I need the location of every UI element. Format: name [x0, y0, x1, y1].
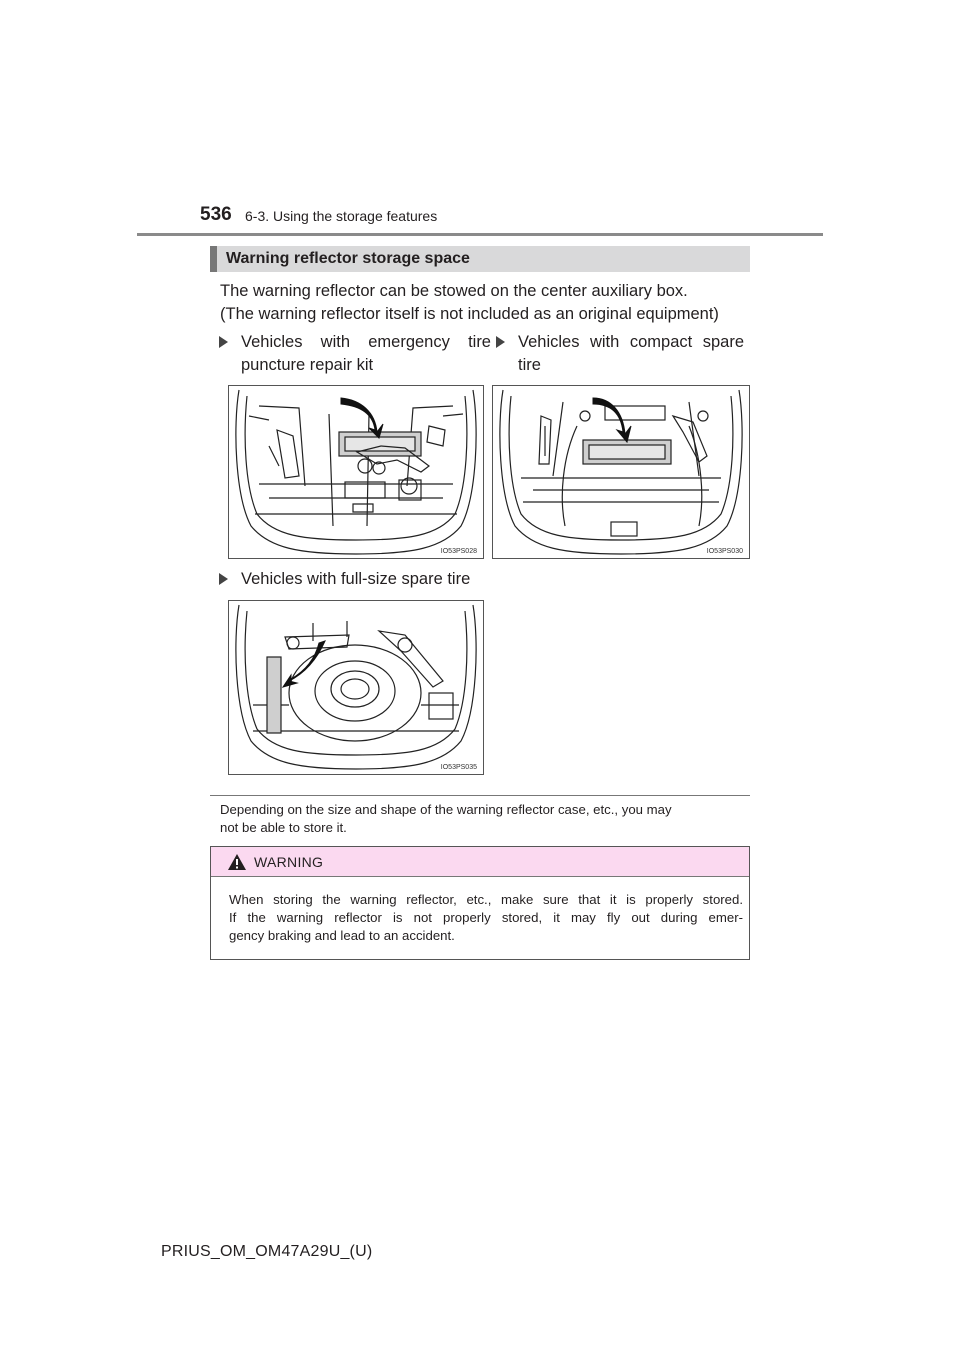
note-line-2: not be able to store it. [220, 820, 347, 835]
variant-label-line2: tire [518, 356, 541, 374]
variant-bullet-full-size-spare [219, 568, 519, 591]
header-rule [137, 233, 823, 236]
figure-compact-spare [492, 385, 750, 559]
warning-header [211, 847, 749, 877]
warning-line-2: If the warning reflector is not properly stored, it may fly out during emer- [229, 910, 743, 925]
warning-line-3: gency braking and lead to an accident. [229, 928, 455, 943]
figure-code: IO53PS030 [706, 548, 743, 555]
figure-code: IO53PS028 [440, 548, 477, 555]
figure-full-size-spare [228, 600, 484, 775]
warning-label: WARNING [254, 854, 324, 870]
luggage-area-illustration [229, 601, 483, 774]
variant-label-line1: Vehicles with emergency tire [241, 333, 491, 351]
body-line-2: (The warning reflector itself is not included as an original equipment) [220, 305, 719, 323]
warning-body [229, 891, 743, 945]
variant-bullet-compact-spare [496, 331, 744, 377]
bullet-triangle-icon [219, 336, 228, 348]
note-text [220, 801, 748, 837]
variant-label-line2: puncture repair kit [241, 356, 374, 374]
variant-label-line1: Vehicles with full-size spare tire [241, 570, 471, 588]
luggage-area-illustration [493, 386, 749, 558]
section-heading: Warning reflector storage space [226, 250, 470, 267]
variant-label-line1: Vehicles with compact spare [518, 333, 744, 351]
warning-line-1: When storing the warning reflector, etc., make sure that it is properly stored. [229, 892, 743, 907]
note-line-1: Depending on the size and shape of the warning reflector case, etc., you may [220, 802, 672, 817]
section-title: 6-3. Using the storage features [245, 208, 438, 224]
warning-box [210, 846, 750, 960]
note-rule [210, 795, 750, 796]
body-line-1: The warning reflector can be stowed on the center auxiliary box. [220, 282, 688, 300]
variant-bullet-repair-kit [219, 331, 491, 377]
figure-code: IO53PS035 [440, 764, 477, 771]
footer-doc-code: PRIUS_OM_OM47A29U_(U) [161, 1243, 373, 1260]
figure-repair-kit [228, 385, 484, 559]
bullet-triangle-icon [496, 336, 505, 348]
bullet-triangle-icon [219, 573, 228, 585]
page-number: 536 [200, 204, 232, 225]
warning-triangle-icon [227, 853, 247, 871]
section-heading-bar [210, 246, 750, 272]
luggage-area-illustration [229, 386, 483, 558]
